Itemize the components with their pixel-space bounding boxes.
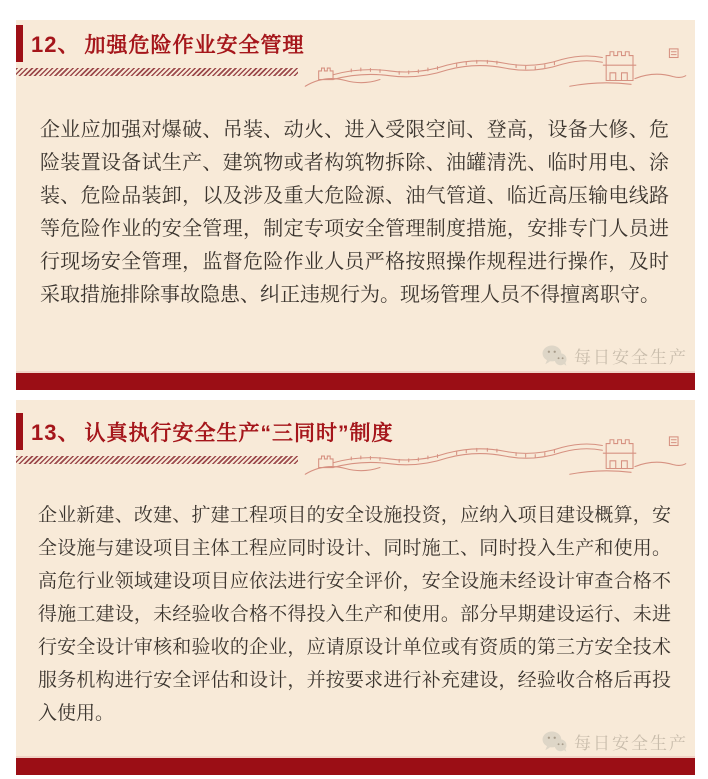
section-title-text: 认真执行安全生产“三同时”制度 <box>84 422 394 445</box>
section-body-text: 企业新建、改建、扩建工程项目的安全设施投资，应纳入项目建设概算，安全设施与建设项目主体工程应同时设计、同时施工、同时投入生产和使用。高危行业领域建设项目应依法进行安全评价，安全设施未经设计审查合格不得施工建设，未经验收合格不得投入生产和使用。部分早期建设运行、未进行安全设计审核和验收的企业，应请原设计单位或有资质的第三方安全技术服务机构进行安全评估和设计，并按要求进行补充建设，经验收合格后再投入使用。 <box>38 505 671 724</box>
hatch-divider <box>16 456 298 464</box>
watermark-text: 每日安全生产 <box>574 734 688 753</box>
great-wall-illustration <box>297 46 693 92</box>
section-body-text: 企业应加强对爆破、吊装、动火、进入受限空间、登高，设备大修、危险装置设备试生产、建筑物或者构筑物拆除、油罐清洗、临时用电、涂装、危险品装卸，以及涉及重大危险源、油气管道、临近高压输电线路等危险作业的安全管理，制定专项安全管理制度措施，安排专门人员进行现场安全管理，监督危险作业人员严格按照操作规程进行操作，及时采取措施排除事故隐患、纠正违规行为。现场管理人员不得擅离职守。 <box>40 119 669 306</box>
red-divider-bar <box>16 756 695 775</box>
watermark <box>542 343 688 368</box>
title-accent-bar <box>16 413 23 450</box>
wechat-icon <box>542 731 567 752</box>
section-card-12 <box>16 20 695 371</box>
section-card-13 <box>16 400 695 757</box>
great-wall-illustration <box>297 434 693 480</box>
wechat-icon <box>542 345 567 366</box>
section-number: 13、 <box>31 420 81 445</box>
hatch-divider <box>16 68 298 76</box>
section-title-text: 加强危险作业安全管理 <box>84 34 305 57</box>
watermark <box>542 729 688 754</box>
section-number: 12、 <box>31 32 81 57</box>
title-accent-bar <box>16 25 23 62</box>
watermark-text: 每日安全生产 <box>574 348 688 367</box>
section-title-12 <box>31 32 304 59</box>
red-divider-bar <box>16 371 695 390</box>
